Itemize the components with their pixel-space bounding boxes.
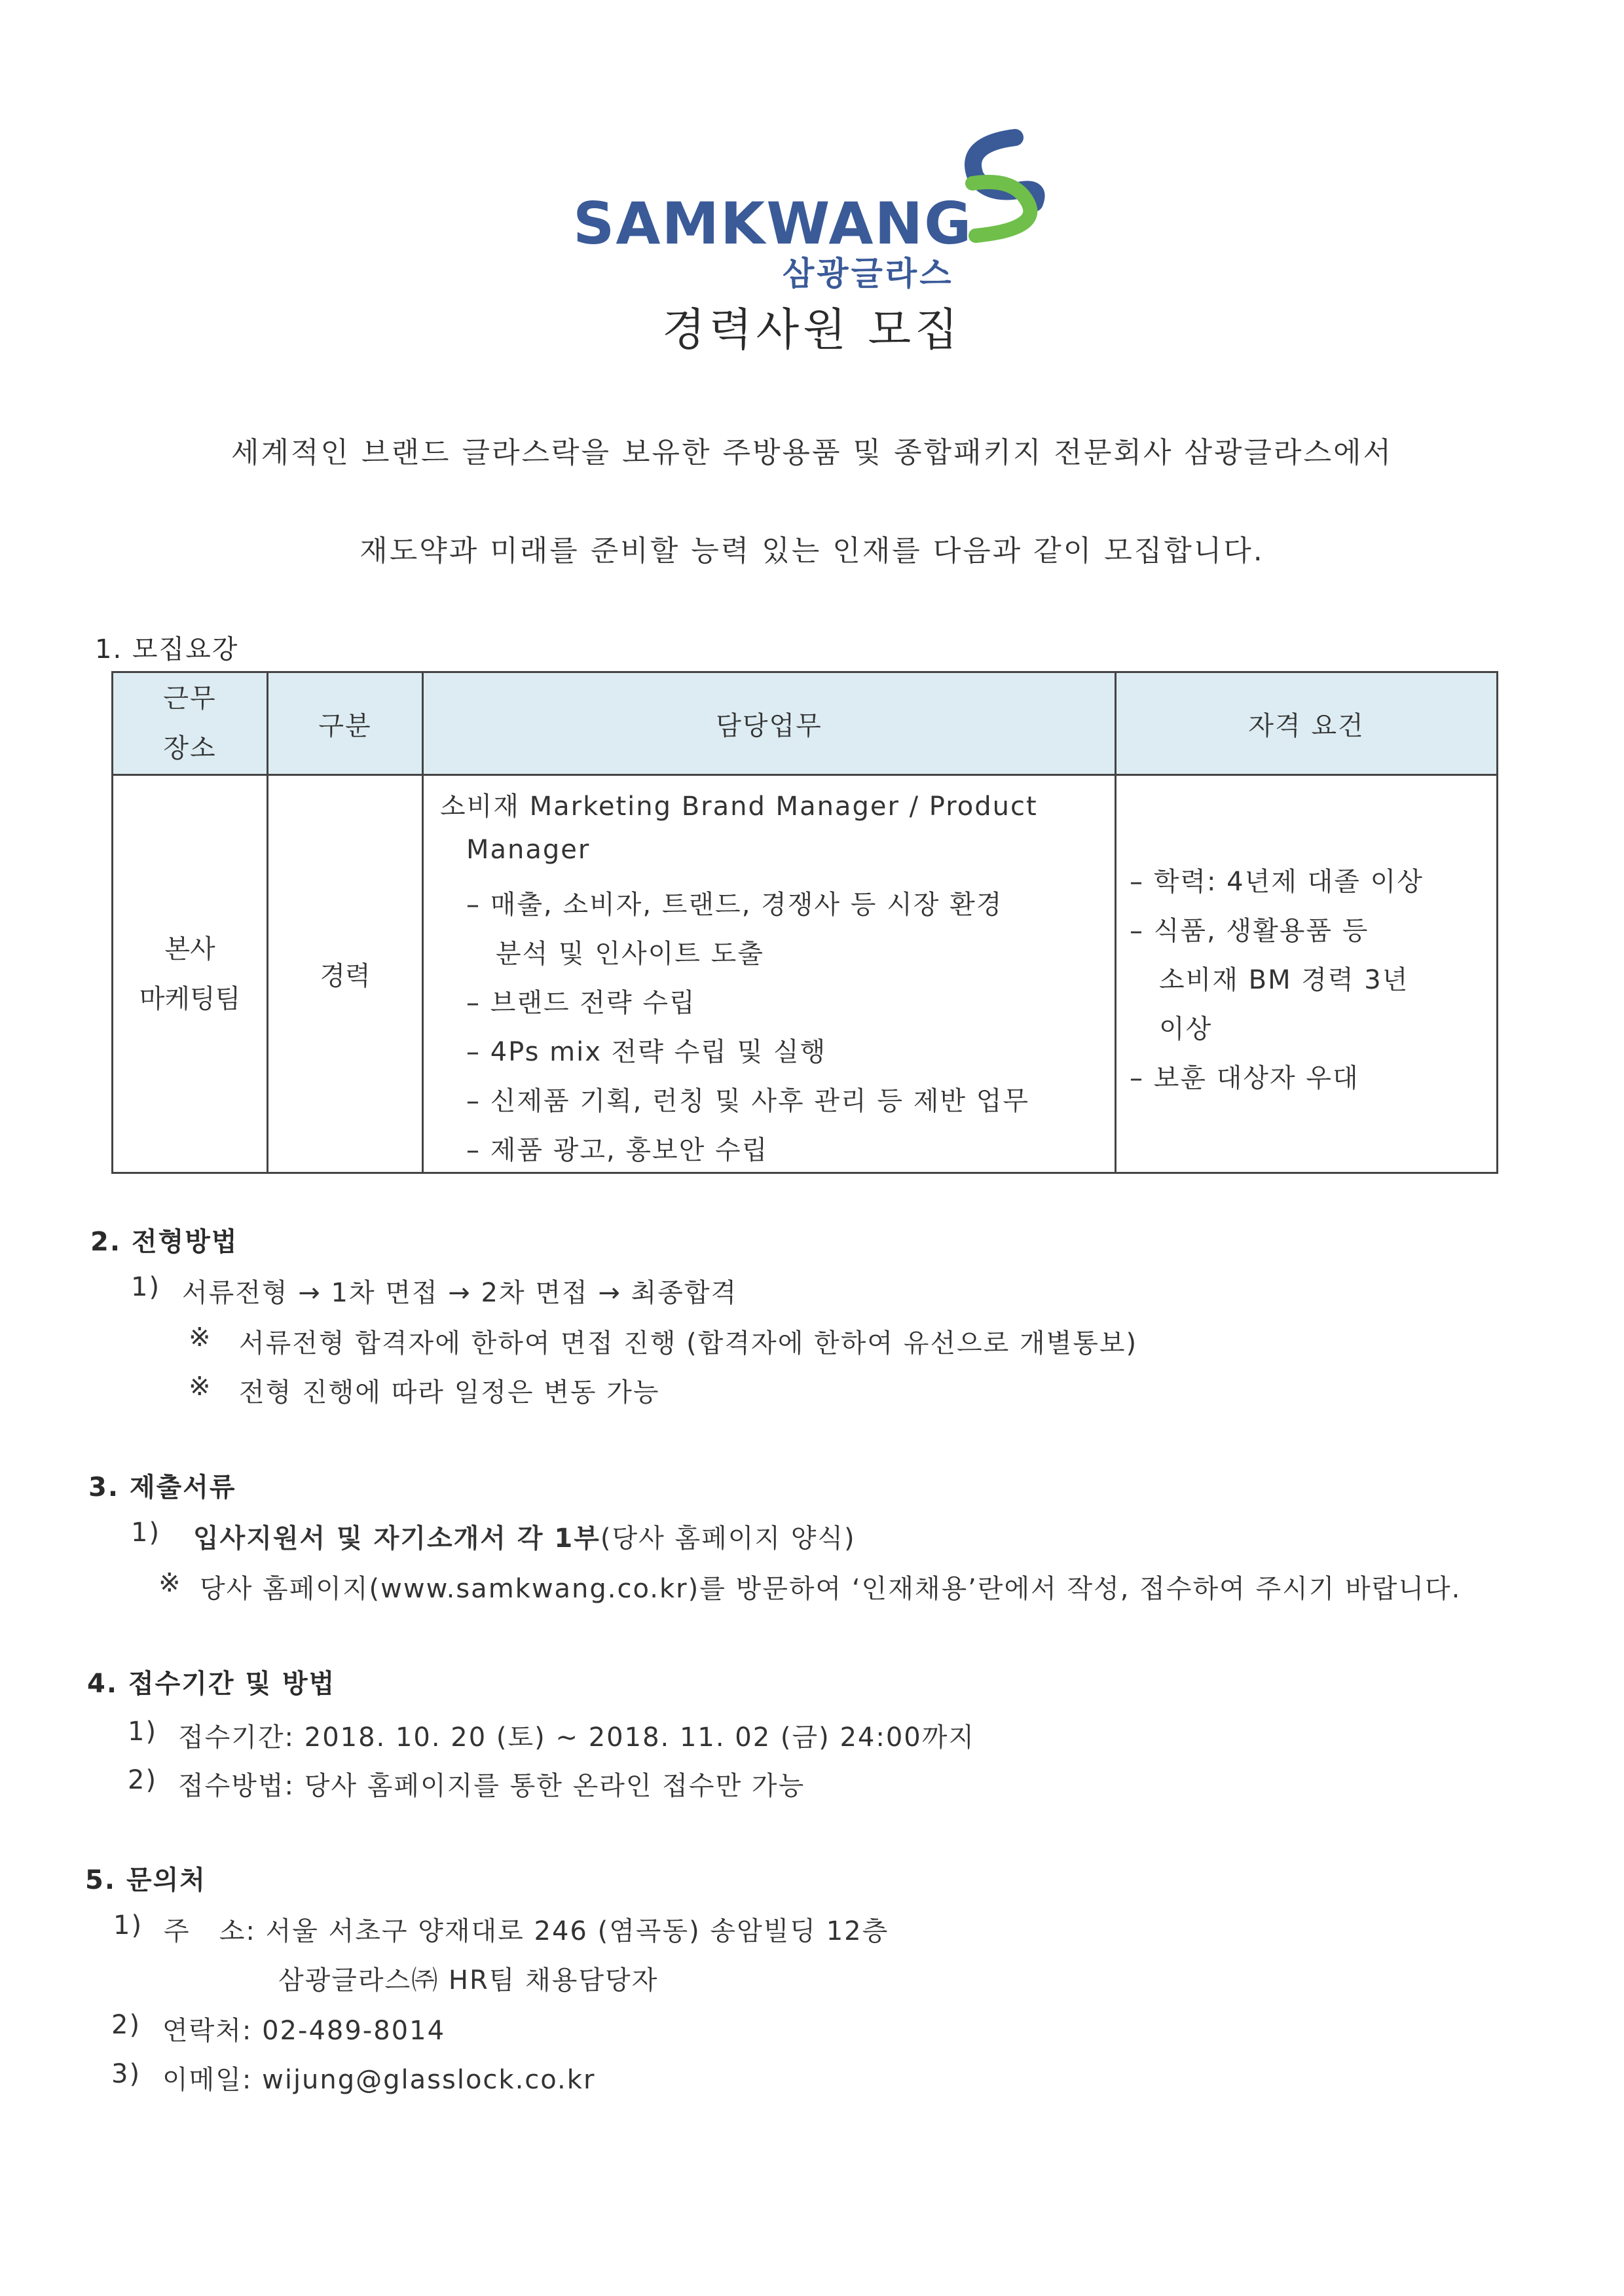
- qualification-line: – 보훈 대상자 우대: [1130, 1063, 1359, 1093]
- documents-item: [193, 1518, 856, 1555]
- header-place-line1: 근무: [163, 683, 217, 714]
- table-header-row: [113, 672, 1498, 775]
- process-number: 1): [131, 1272, 161, 1302]
- qualification-line: – 학력: 4년제 대졸 이상: [1130, 867, 1424, 897]
- cell-duty: [423, 775, 1116, 1173]
- header-qualification: 자격 요건: [1116, 672, 1498, 775]
- header-duty: 담당업무: [423, 672, 1116, 775]
- cell-place-line2: 마케팅팀: [139, 983, 241, 1014]
- intro-line-1: 세계적인 브랜드 글라스락을 보유한 주방용품 및 종합패키지 전문회사 삼광글라스에서: [231, 436, 1393, 469]
- note-mark: ※: [158, 1568, 182, 1598]
- qualification-line: 소비재 BM 경력 3년: [1159, 965, 1409, 995]
- documents-item-bold: 입사지원서 및 자기소개서 각 1부: [193, 1523, 600, 1554]
- contact-department: 삼광글라스㈜ HR팀 채용담당자: [278, 1965, 659, 1995]
- application-method: 접수방법: 당사 홈페이지를 통한 온라인 접수만 가능: [178, 1771, 805, 1801]
- duty-line: – 매출, 소비자, 트랜드, 경쟁사 등 시장 환경: [466, 890, 1003, 920]
- cell-type: 경력: [268, 775, 423, 1173]
- logo-wordmark: SAMKWANG: [573, 190, 973, 257]
- qualification-line: – 식품, 생활용품 등: [1130, 916, 1369, 946]
- documents-note: 당사 홈페이지(www.samkwang.co.kr)를 방문하여 ‘인재채용’란에서 작성, 접수하여 주시기 바랍니다.: [200, 1574, 1462, 1604]
- section-3-heading: 3. 제출서류: [88, 1472, 236, 1503]
- documents-number: 1): [131, 1518, 161, 1548]
- intro-line-2: 재도약과 미래를 준비할 능력 있는 인재를 다음과 같이 모집합니다.: [360, 534, 1264, 568]
- duty-line: 분석 및 인사이트 도출: [496, 939, 764, 969]
- duty-line: – 신제품 기획, 런칭 및 사후 관리 등 제반 업무: [466, 1086, 1030, 1116]
- contact-phone: 연락처: 02-489-8014: [162, 2016, 446, 2046]
- contact-email: 이메일: wijung@glasslock.co.kr: [162, 2065, 596, 2095]
- table-row: [113, 775, 1498, 1173]
- note-mark: ※: [189, 1322, 212, 1353]
- duty-line: – 제품 광고, 홍보안 수립: [466, 1135, 769, 1165]
- header-place: [113, 672, 268, 775]
- address-number: 1): [113, 1910, 143, 1941]
- email-number-label: 3): [111, 2059, 141, 2089]
- qualification-line: 이상: [1159, 1014, 1213, 1044]
- period-number: 1): [128, 1717, 158, 1747]
- duty-line: – 브랜드 전략 수립: [466, 988, 696, 1018]
- section-2-heading: 2. 전형방법: [90, 1227, 238, 1257]
- page-title: 경력사원 모집: [662, 304, 962, 356]
- section-5-heading: 5. 문의처: [85, 1865, 206, 1895]
- application-period: 접수기간: 2018. 10. 20 (토) ~ 2018. 11. 02 (금) 24:00까지: [178, 1722, 976, 1753]
- process-steps: 서류전형 → 1차 면접 → 2차 면접 → 최종합격: [182, 1278, 738, 1308]
- note-mark: ※: [189, 1372, 212, 1402]
- cell-qualification: [1116, 775, 1498, 1173]
- duty-line: – 4Ps mix 전략 수립 및 실행: [466, 1037, 827, 1067]
- duty-line: Manager: [466, 835, 591, 865]
- documents-item-rest: (당사 홈페이지 양식): [600, 1523, 856, 1554]
- duty-line: 소비재 Marketing Brand Manager / Product: [440, 792, 1038, 822]
- process-note-1: 서류전형 합격자에 한하여 면접 진행 (합격자에 한하여 유선으로 개별통보): [239, 1328, 1138, 1358]
- logo-korean: 삼광글라스: [783, 255, 954, 293]
- header-place-line2: 장소: [163, 733, 217, 763]
- header-type: 구분: [268, 672, 423, 775]
- recruitment-table: [111, 671, 1498, 1174]
- section-4-heading: 4. 접수기간 및 방법: [87, 1669, 336, 1699]
- cell-place-line1: 본사: [164, 934, 215, 964]
- cell-place: [113, 775, 268, 1173]
- phone-number-label: 2): [111, 2010, 141, 2040]
- section-1-heading: 1. 모집요강: [95, 634, 239, 665]
- contact-address: 주 소: 서울 서초구 양재대로 246 (염곡동) 송암빌딩 12층: [164, 1916, 889, 1946]
- process-note-2: 전형 진행에 따라 일정은 변동 가능: [239, 1377, 660, 1408]
- method-number: 2): [128, 1765, 158, 1795]
